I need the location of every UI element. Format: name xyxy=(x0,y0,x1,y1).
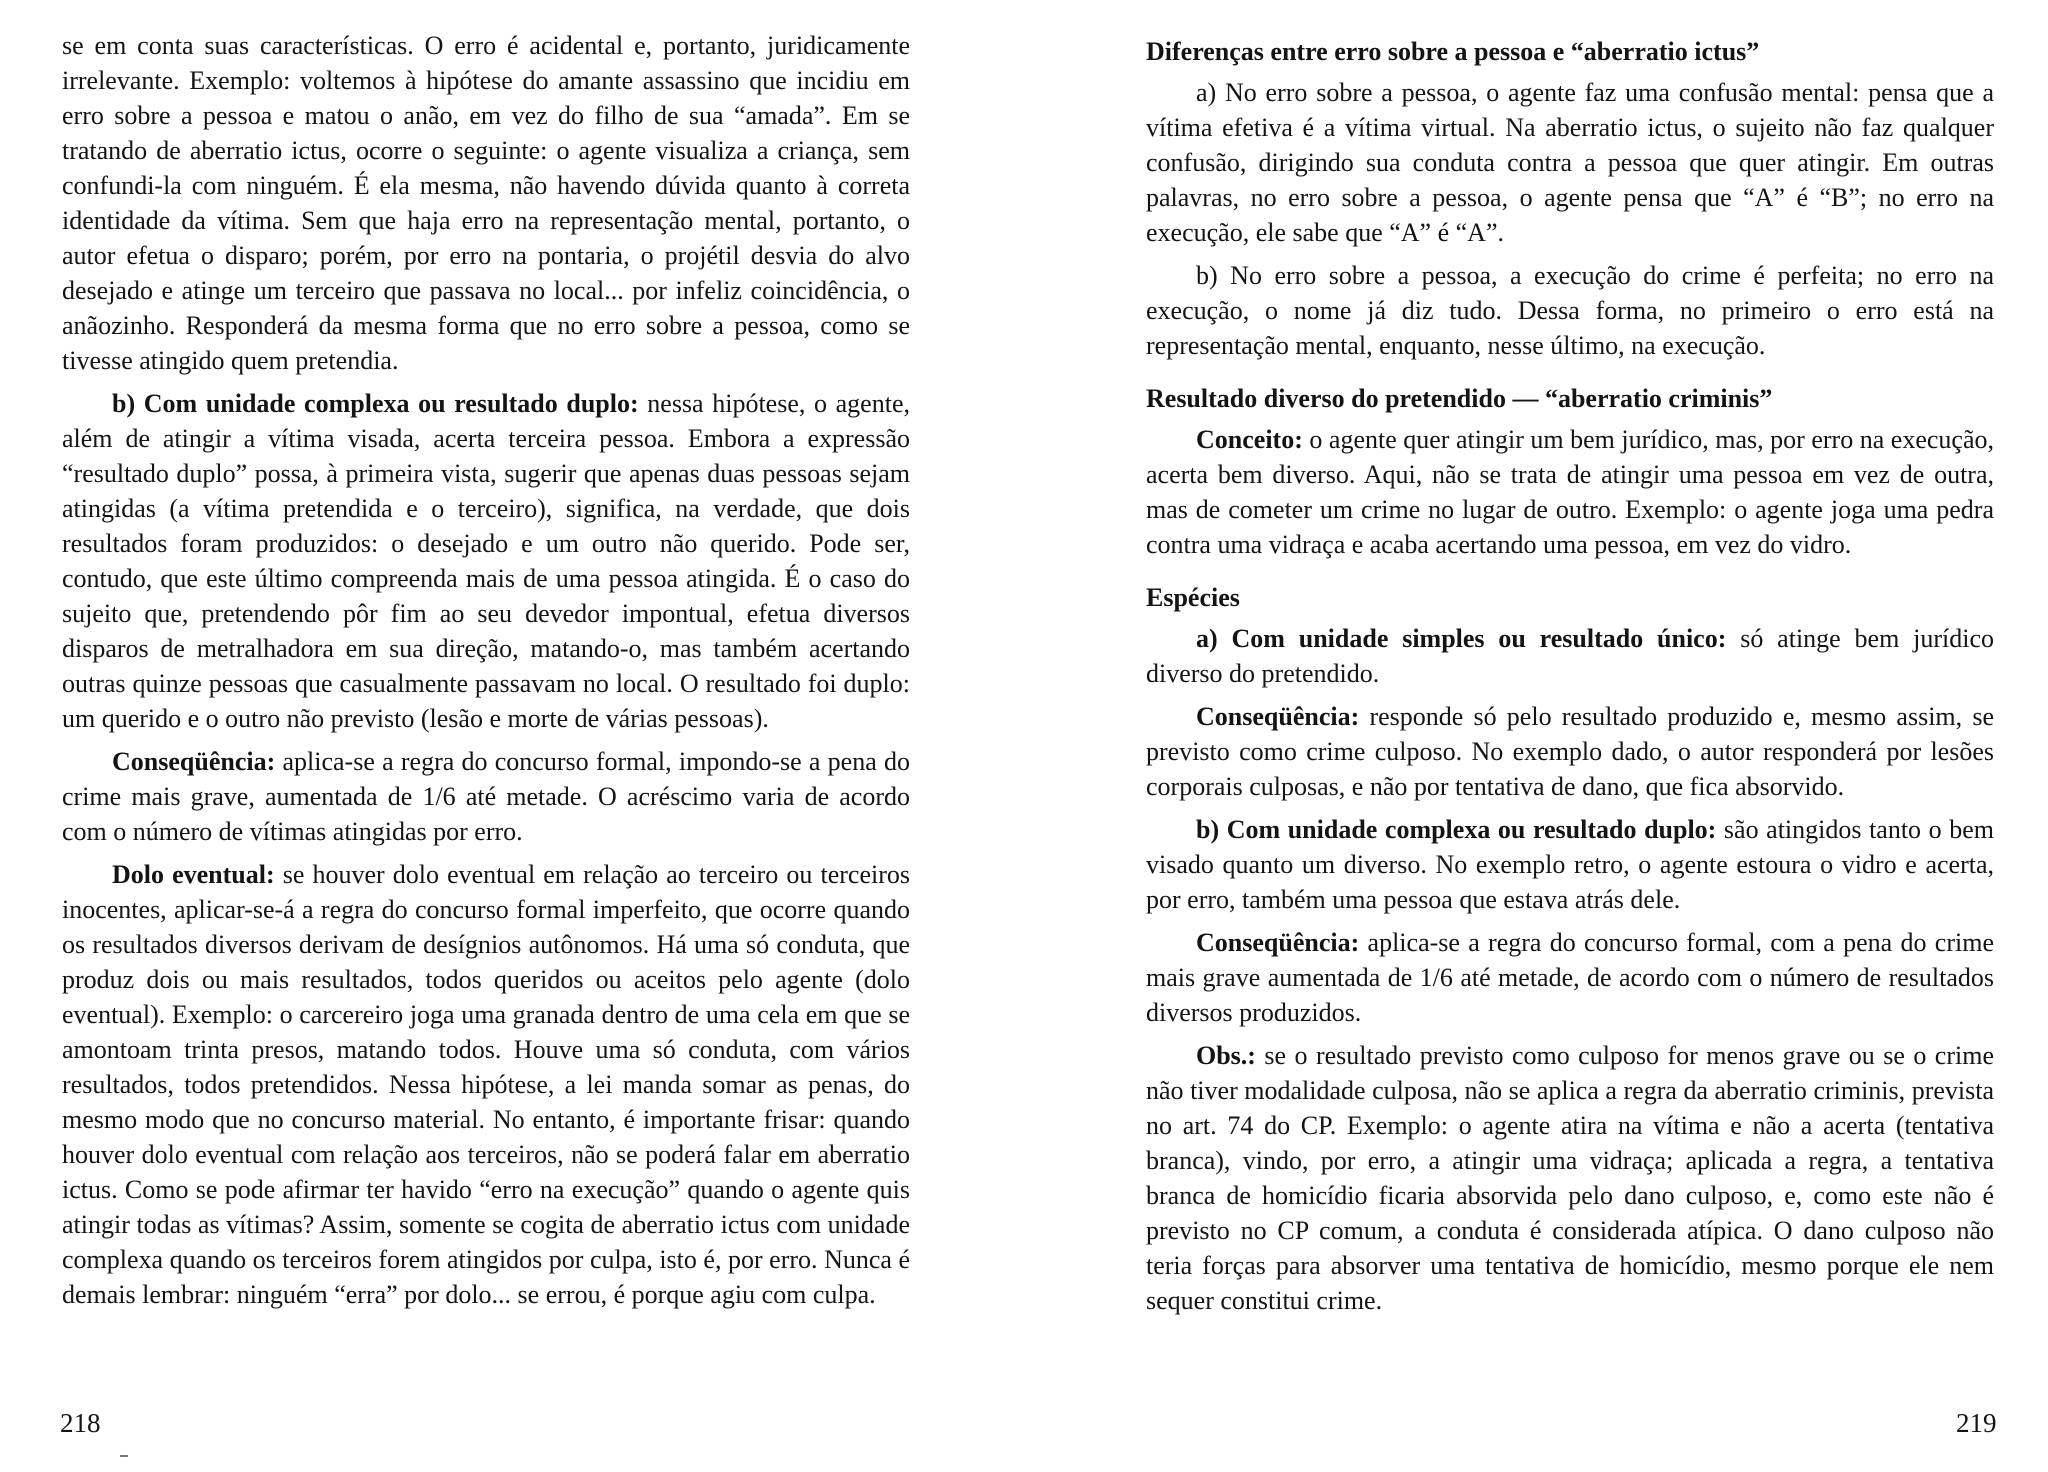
left-page xyxy=(62,28,910,1312)
paragraph-consequencia xyxy=(62,744,910,849)
paragraph-lead: a) Com unidade simples ou resultado único: xyxy=(1196,624,1727,653)
paragraph-text: só atinge bem jurídico diverso do pretendido. xyxy=(1146,624,1995,688)
paragraph-continuation xyxy=(62,28,910,378)
paragraph-text: nessa hipótese, o agente, além de atingir a vítima visada, acerta terceira pessoa. Embora a expressão “resultado duplo” possa, à primeira vista, sugerir que apenas duas pessoas sejam atingidas (a vítima pretendida e o terceiro), significa, na verdade, que dois resultados foram produzidos: o desejado e um outro não querido. Pode ser, contudo, que este último compreenda mais de uma pessoa atingida. É o caso do sujeito que, pretendendo pôr fim ao seu devedor impontual, efetua diversos disparos de metralhadora em sua direção, matando-o, mas também acertando outras quinze pessoas que casualmente passavam no local. O resultado foi duplo: um querido e o outro não previsto (lesão e morte de várias pessoas). xyxy=(62,389,910,733)
paragraph-lead: Dolo eventual: xyxy=(112,860,275,889)
paragraph-text: se houver dolo eventual em relação ao terceiro ou terceiros inocentes, aplicar-se-á a regra do concurso formal imperfeito, que ocorre quando os resultados diversos derivam de desígnios autônomos. Há uma só conduta, que produz dois ou mais resultados, todos queridos ou aceitos pelo agente (dolo eventual). Exemplo: o carcereiro joga uma granada dentro de uma cela em que se amontoam trinta presos, matando todos. Houve uma só conduta, com vários resultados, todos pretendidos. Nessa hipótese, a lei manda somar as penas, do mesmo modo que no concurso material. No entanto, é importante frisar: quando houver dolo eventual com relação aos terceiros, não se poderá falar em aberratio ictus. Como se pode afirmar ter havido “erro na execução” quando o agente quis atingir todas as vítimas? Assim, somente se cogita de aberratio ictus com unidade complexa quando os terceiros forem atingidos por culpa, isto é, por erro. Nunca é demais lembrar: ninguém “erra” por dolo... se errou, é porque agiu com culpa. xyxy=(62,860,910,1309)
paragraph-consequencia-2 xyxy=(1146,925,1994,1030)
paragraph-lead: Conseqüência: xyxy=(1196,702,1360,731)
paragraph-text: se em conta suas características. O erro é acidental e, portanto, juridicamente irrelevante. Exemplo: voltemos à hipótese do amante assassino que incidiu em erro sobre a pessoa e matou o anão, em vez do filho de sua “amada”. Em se tratando de aberratio ictus, ocorre o seguinte: o agente visualiza a criança, sem confundi-la com ninguém. É ela mesma, não havendo dúvida quanto à correta identidade da vítima. Sem que haja erro na representação mental, portanto, o autor efetua o disparo; porém, por erro na pontaria, o projétil desvia do alvo desejado e atinge um terceiro que passava no local... por infeliz coincidência, o anãozinho. Responderá da mesma forma que no erro sobre a pessoa, como se tivesse atingido quem pretendia. xyxy=(62,31,910,375)
paragraph-lead: Conceito: xyxy=(1196,425,1303,454)
paragraph-text: o agente quer atingir um bem jurídico, mas, por erro na execução, acerta bem diverso. Aqui, não se trata de atingir uma pessoa em vez de outra, mas de cometer um crime no lugar de outro. Exemplo: o agente joga uma pedra contra uma vidraça e acaba acertando uma pessoa, em vez do vidro. xyxy=(1146,425,1994,559)
section-heading-aberratio-criminis: Resultado diverso do pretendido — “aberratio criminis” xyxy=(1146,384,1773,413)
scan-speck xyxy=(120,1455,128,1457)
paragraph-lead: Obs.: xyxy=(1196,1041,1256,1070)
paragraph-text: aplica-se a regra do concurso formal, impondo-se a pena do crime mais grave, aumentada de 1/6 até metade. O acréscimo varia de acordo com o número de vítimas atingidas por erro. xyxy=(62,747,910,846)
paragraph-consequencia-1 xyxy=(1146,699,1994,804)
paragraph-diferenca-b: b) No erro sobre a pessoa, a execução do crime é perfeita; no erro na execução, o nome já diz tudo. Dessa forma, no primeiro o erro está na representação mental, enquanto, nesse último, na execução. xyxy=(1146,261,1994,360)
paragraph-obs xyxy=(1146,1038,1994,1318)
paragraph-text: se o resultado previsto como culposo for menos grave ou se o crime não tiver modalidade culposa, não se aplica a regra da aberratio criminis, prevista no art. 74 do CP. Exemplo: o agente atira na vítima e não a acerta (tentativa branca), vindo, por erro, a atingir uma vidraça; aplicada a regra, a tentativa branca de homicídio ficaria absorvida pelo dano culposo, e, como este não é previsto no CP comum, a conduta é considerada atípica. O dano culposo não teria forças para absorver uma tentativa de homicídio, mesmo porque ele nem sequer constitui crime. xyxy=(1146,1041,1994,1315)
paragraph-text: são atingidos tanto o bem visado quanto um diverso. No exemplo retro, o agente estoura o vidro e acerta, por erro, também uma pessoa que estava atrás dele. xyxy=(1146,815,1994,914)
paragraph-unidade-complexa xyxy=(62,386,910,736)
section-heading-diferencas: Diferenças entre erro sobre a pessoa e “aberratio ictus” xyxy=(1146,37,1760,66)
paragraph-lead: Conseqüência: xyxy=(112,747,276,776)
paragraph-diferenca-a: a) No erro sobre a pessoa, o agente faz uma confusão mental: pensa que a vítima efetiva é a vítima virtual. Na aberratio ictus, o sujeito não faz qualquer confusão, dirigindo sua conduta contra a pessoa que quer atingir. Em outras palavras, no erro sobre a pessoa, o agente pensa que “A” é “B”; no erro na execução, ele sabe que “A” é “A”. xyxy=(1146,78,1994,247)
paragraph-dolo-eventual xyxy=(62,857,910,1312)
paragraph-especie-b xyxy=(1146,812,1994,917)
paragraph-especie-a xyxy=(1146,621,1994,691)
page-number-right: 219 xyxy=(1956,1408,1997,1438)
paragraph-text: responde só pelo resultado produzido e, mesmo assim, se previsto como crime culposo. No exemplo dado, o autor responderá por lesões corporais culposas, e não por tentativa de dano, que fica absorvido. xyxy=(1146,702,1994,801)
right-page xyxy=(1146,28,1994,1318)
paragraph-conceito xyxy=(1146,422,1994,562)
paragraph-lead: Conseqüência: xyxy=(1196,928,1360,957)
paragraph-text: aplica-se a regra do concurso formal, com a pena do crime mais grave aumentada de 1/6 até metade, de acordo com o número de resultados diversos produzidos. xyxy=(1146,928,1994,1027)
section-heading-especies: Espécies xyxy=(1146,583,1240,612)
page-number-left: 218 xyxy=(60,1408,101,1438)
paragraph-lead: b) Com unidade complexa ou resultado duplo: xyxy=(112,389,639,418)
paragraph-lead: b) Com unidade complexa ou resultado duplo: xyxy=(1196,815,1717,844)
